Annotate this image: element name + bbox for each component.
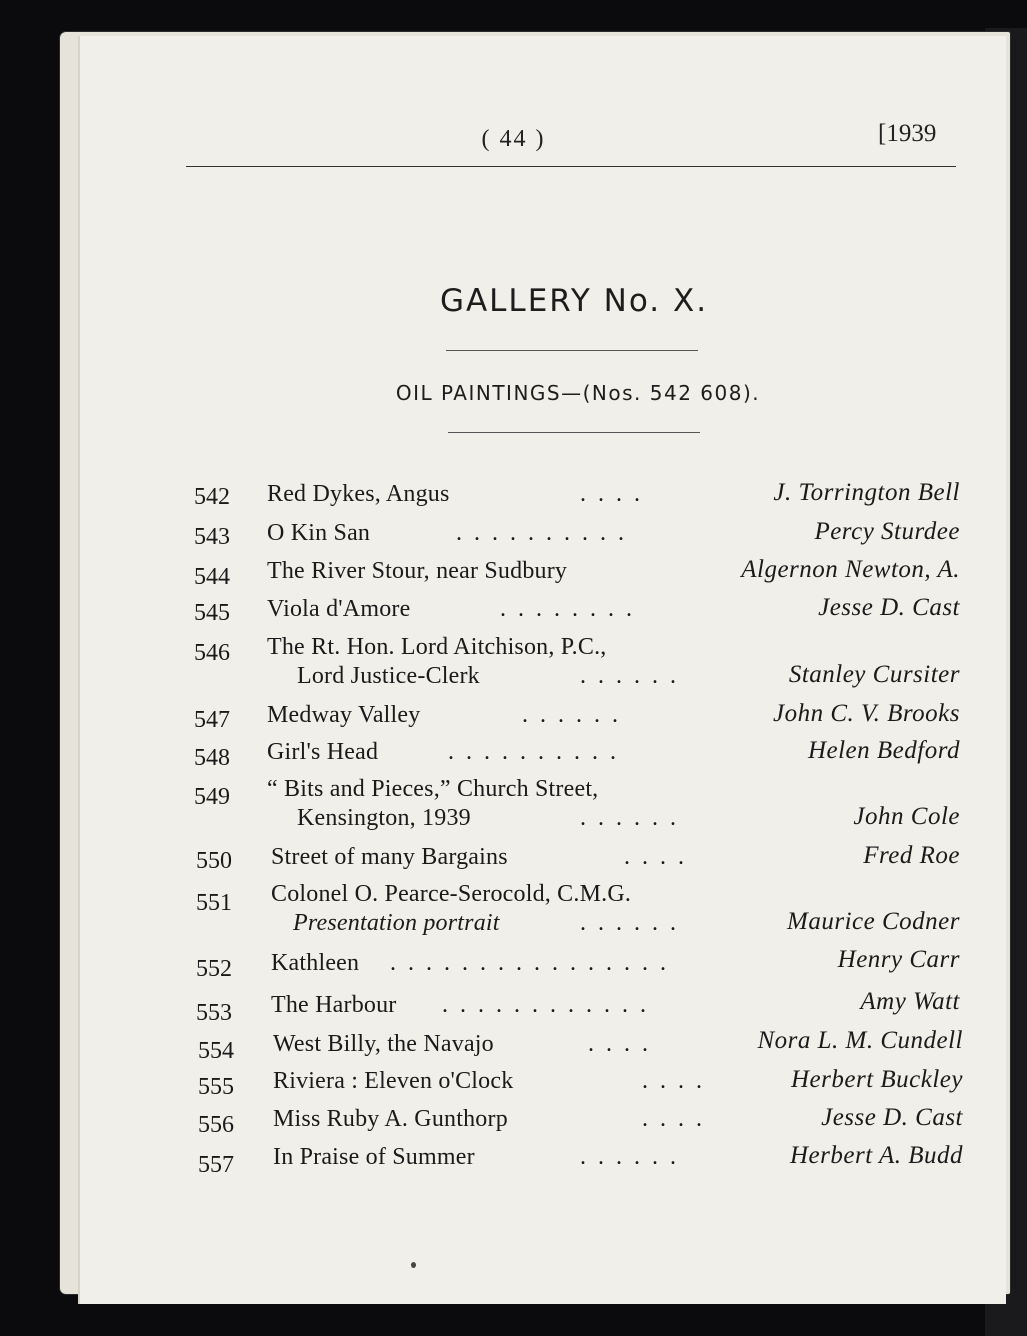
gallery-title: GALLERY No. X. <box>439 283 709 319</box>
ink-speck <box>411 1262 416 1268</box>
entry-number: 543 <box>194 524 230 550</box>
entry-title: West Billy, the Navajo <box>273 1031 494 1057</box>
entry-number: 551 <box>196 890 232 916</box>
entry-number: 548 <box>194 745 230 771</box>
entry-artist: Nora L. M. Cundell <box>757 1027 963 1054</box>
entry-title: “ Bits and Pieces,” Church Street, <box>267 776 599 802</box>
entry-title: Medway Valley <box>267 702 421 728</box>
entry-number: 547 <box>194 707 230 733</box>
entry-artist: Algernon Newton, A. <box>741 556 960 583</box>
leader-dots: . . . . . . . . <box>500 596 635 622</box>
entry-title-continued: Lord Justice-Clerk <box>297 663 480 689</box>
leader-dots: . . . . . . <box>580 663 679 689</box>
entry-title: Kathleen <box>271 950 360 976</box>
entry-number: 553 <box>196 1000 232 1026</box>
entry-artist: Maurice Codner <box>787 908 960 935</box>
header-year: [1939 <box>878 120 937 147</box>
entry-title: Red Dykes, Angus <box>267 481 450 507</box>
entry-artist: Percy Sturdee <box>814 518 960 545</box>
entry-artist: Amy Watt <box>860 988 960 1015</box>
leader-dots: . . . . <box>642 1068 705 1094</box>
entry-artist: Fred Roe <box>863 842 960 869</box>
entry-number: 552 <box>196 956 232 982</box>
leader-dots: . . . . . . . . . . . . <box>442 992 649 1018</box>
entry-title-continued: Presentation portrait <box>293 910 500 936</box>
entry-artist: Henry Carr <box>837 946 960 973</box>
section-subtitle: OIL PAINTINGS—(Nos. 542 608). <box>395 381 761 405</box>
leader-dots: . . . . . . . . . . <box>456 520 627 546</box>
leader-dots: . . . . . . <box>580 910 679 936</box>
entry-artist: J. Torrington Bell <box>773 479 960 506</box>
entry-title: The River Stour, near Sudbury <box>267 558 568 584</box>
entry-title: Riviera : Eleven o'Clock <box>273 1068 514 1094</box>
entry-number: 555 <box>198 1074 234 1100</box>
leader-dots: . . . . . . <box>580 1144 679 1170</box>
entry-number: 546 <box>194 640 230 666</box>
entry-number: 544 <box>194 564 230 590</box>
entry-title: Viola d'Amore <box>267 596 411 622</box>
leader-dots: . . . . . . <box>580 805 679 831</box>
leader-dots: . . . . <box>642 1106 705 1132</box>
entry-number: 542 <box>194 484 230 510</box>
entry-artist: John Cole <box>853 803 960 830</box>
leader-dots: . . . . <box>624 844 687 870</box>
entry-title: Girl's Head <box>267 739 379 765</box>
entry-title: The Rt. Hon. Lord Aitchison, P.C., <box>267 634 607 660</box>
entry-number: 556 <box>198 1112 234 1138</box>
entry-number: 550 <box>196 848 232 874</box>
entry-title: O Kin San <box>267 520 371 546</box>
leader-dots: . . . . . . <box>522 702 621 728</box>
entry-artist: John C. V. Brooks <box>773 700 960 727</box>
entry-artist: Jesse D. Cast <box>818 594 960 621</box>
entry-title: The Harbour <box>271 992 397 1018</box>
entry-title: Colonel O. Pearce-Serocold, C.M.G. <box>271 881 632 907</box>
entry-artist: Herbert Buckley <box>790 1066 963 1093</box>
entry-number: 545 <box>194 600 230 626</box>
entry-artist: Jesse D. Cast <box>821 1104 963 1131</box>
entry-title: Street of many Bargains <box>271 844 508 870</box>
entry-artist: Stanley Cursiter <box>788 661 960 688</box>
leader-dots: . . . . . . . . . . . . . . . . <box>390 950 669 976</box>
entry-artist: Herbert A. Budd <box>790 1142 963 1169</box>
entry-number: 554 <box>198 1038 234 1064</box>
entry-title: Miss Ruby A. Gunthorp <box>273 1106 508 1132</box>
entry-number: 549 <box>194 784 230 810</box>
leader-dots: . . . . <box>580 481 643 507</box>
leader-dots: . . . . <box>588 1031 651 1057</box>
entry-title: In Praise of Summer <box>273 1144 475 1170</box>
leader-dots: . . . . . . . . . . <box>448 739 619 765</box>
page-number: ( 44 ) <box>481 126 546 152</box>
entry-number: 557 <box>198 1152 234 1178</box>
entry-artist: Helen Bedford <box>807 737 960 764</box>
entry-title-continued: Kensington, 1939 <box>297 805 471 831</box>
